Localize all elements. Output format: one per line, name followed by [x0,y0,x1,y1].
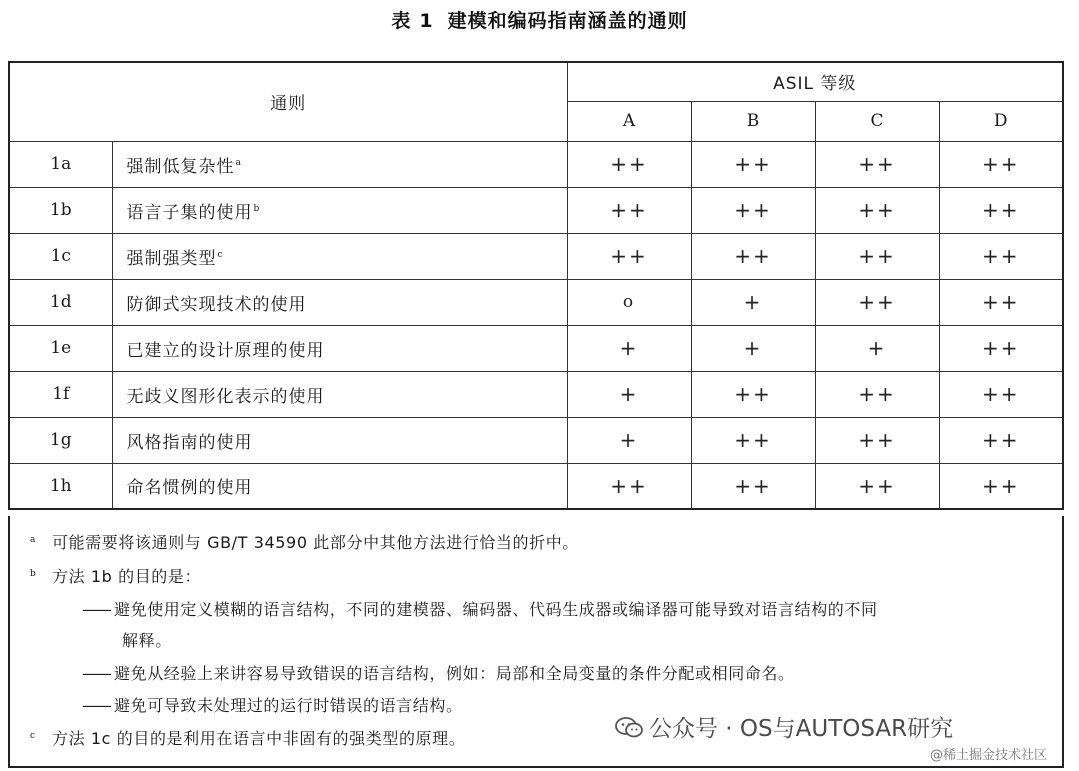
rule-text: 已建立的设计原理的使用 [126,340,325,361]
asil-level-header: C [815,101,939,141]
asil-recommendation-cell: ++ [939,141,1063,187]
asil-recommendation-cell: ++ [939,371,1063,417]
rule-text-cell [112,187,567,233]
rule-text-cell [112,417,567,463]
table-row [9,325,1063,371]
rule-text: 命名惯例的使用 [126,478,253,499]
rule-text-cell [112,325,567,371]
table-title-text: 建模和编码指南涵盖的通则 [447,10,688,32]
asil-recommendation-cell: + [567,325,691,371]
dash-marker: —— [82,696,110,715]
rule-text: 防御式实现技术的使用 [126,294,307,315]
footnote-ref: c [217,249,224,260]
table-title-number: 1 [419,10,434,32]
footnote-label: c [30,730,36,741]
rule-id-cell: 1g [9,417,112,463]
rule-id-cell: 1a [9,141,112,187]
asil-recommendation-cell: ++ [815,417,939,463]
rule-id-cell: 1c [9,233,112,279]
footnote-b [30,564,201,587]
asil-recommendation-cell: ++ [815,233,939,279]
footnote-b-item-3 [82,693,463,716]
asil-recommendation-cell: ++ [815,279,939,325]
asil-recommendation-cell: ++ [691,233,815,279]
asil-recommendation-cell: ++ [691,463,815,509]
rule-id-cell: 1b [9,187,112,233]
footnote-ref: a [235,157,242,168]
asil-recommendation-cell: ++ [567,187,691,233]
rule-text: 强制低复杂性 [126,156,235,177]
asil-recommendation-cell: + [567,417,691,463]
asil-recommendation-cell: + [691,279,815,325]
footnote-b-item-1-cont [122,628,172,651]
rule-id-cell: 1e [9,325,112,371]
asil-level-header: D [939,101,1063,141]
asil-recommendation-cell: ++ [939,417,1063,463]
rule-text-cell [112,279,567,325]
rule-text-cell [112,141,567,187]
asil-recommendation-cell: ++ [939,233,1063,279]
asil-recommendation-cell: ++ [691,417,815,463]
footnote-text: 避免可导致未处理过的运行时错误的语言结构。 [114,696,463,715]
rule-text: 无歧义图形化表示的使用 [126,386,325,407]
asil-recommendation-cell: ++ [815,371,939,417]
rule-text-cell [112,371,567,417]
table-title-prefix: 表 [391,10,412,32]
asil-recommendation-cell: ++ [939,463,1063,509]
asil-recommendation-cell: + [567,371,691,417]
footnote-ref: b [253,203,261,214]
table-row [9,187,1063,233]
table-row [9,371,1063,417]
rule-text: 强制强类型 [126,248,217,269]
wechat-icon [615,717,643,739]
footnote-a [30,530,579,553]
asil-recommendation-cell: ++ [939,325,1063,371]
asil-recommendation-cell: ++ [567,141,691,187]
footnote-label: a [30,534,36,545]
footnote-b-item-1 [82,597,878,620]
table-row [9,233,1063,279]
rule-id-cell: 1d [9,279,112,325]
rule-id-cell: 1h [9,463,112,509]
rule-text-cell [112,233,567,279]
asil-recommendation-cell: ++ [815,463,939,509]
footnote-text: 解释。 [122,631,172,650]
asil-recommendation-cell: + [691,325,815,371]
table-row [9,141,1063,187]
asil-recommendation-cell: ++ [815,141,939,187]
watermark-sub: @稀土掘金技术社区 [930,748,1048,763]
table-row [9,279,1063,325]
asil-recommendation-cell: ++ [691,141,815,187]
footnote-text: 可能需要将该通则与 GB/T 34590 此部分中其他方法进行恰当的折中。 [52,533,579,552]
asil-recommendation-cell: ++ [567,463,691,509]
asil-recommendation-cell: ++ [815,187,939,233]
asil-recommendation-cell: ++ [567,233,691,279]
table-row [9,463,1063,509]
table-title [0,6,1079,33]
asil-recommendation-cell: ++ [691,187,815,233]
rule-text: 语言子集的使用 [126,202,253,223]
table-header-row-1 [9,62,1063,101]
asil-recommendation-cell: ++ [691,371,815,417]
rule-text: 风格指南的使用 [126,432,253,453]
asil-column-header: ASIL 等级 [567,62,1063,101]
watermark-text: 公众号 · OS与AUTOSAR研究 [649,716,954,742]
asil-rules-table [8,61,1064,510]
footnote-text: 方法 1c 的目的是利用在语言中非固有的强类型的原理。 [52,729,466,748]
dash-marker: —— [82,600,110,619]
footnote-text: 避免从经验上来讲容易导致错误的语言结构，例如：局部和全局变量的条件分配或相同命名。 [114,664,795,683]
dash-marker: —— [82,664,110,683]
watermark [615,710,953,743]
asil-recommendation-cell: ++ [939,279,1063,325]
asil-recommendation-cell: + [815,325,939,371]
footnote-text: 避免使用定义模糊的语言结构，不同的建模器、编码器、代码生成器或编译器可能导致对语言结构的不同 [114,600,878,619]
asil-recommendation-cell: ++ [939,187,1063,233]
rule-id-cell: 1f [9,371,112,417]
rule-text-cell [112,463,567,509]
table-row [9,417,1063,463]
asil-level-header: A [567,101,691,141]
footnote-text: 方法 1b 的目的是： [52,567,202,586]
footnote-label: b [30,568,37,579]
rule-column-header: 通则 [9,62,567,141]
footnote-b-item-2 [82,661,795,684]
footnote-c [30,726,465,749]
table-body [9,141,1063,509]
asil-level-header: B [691,101,815,141]
asil-recommendation-cell: o [567,279,691,325]
